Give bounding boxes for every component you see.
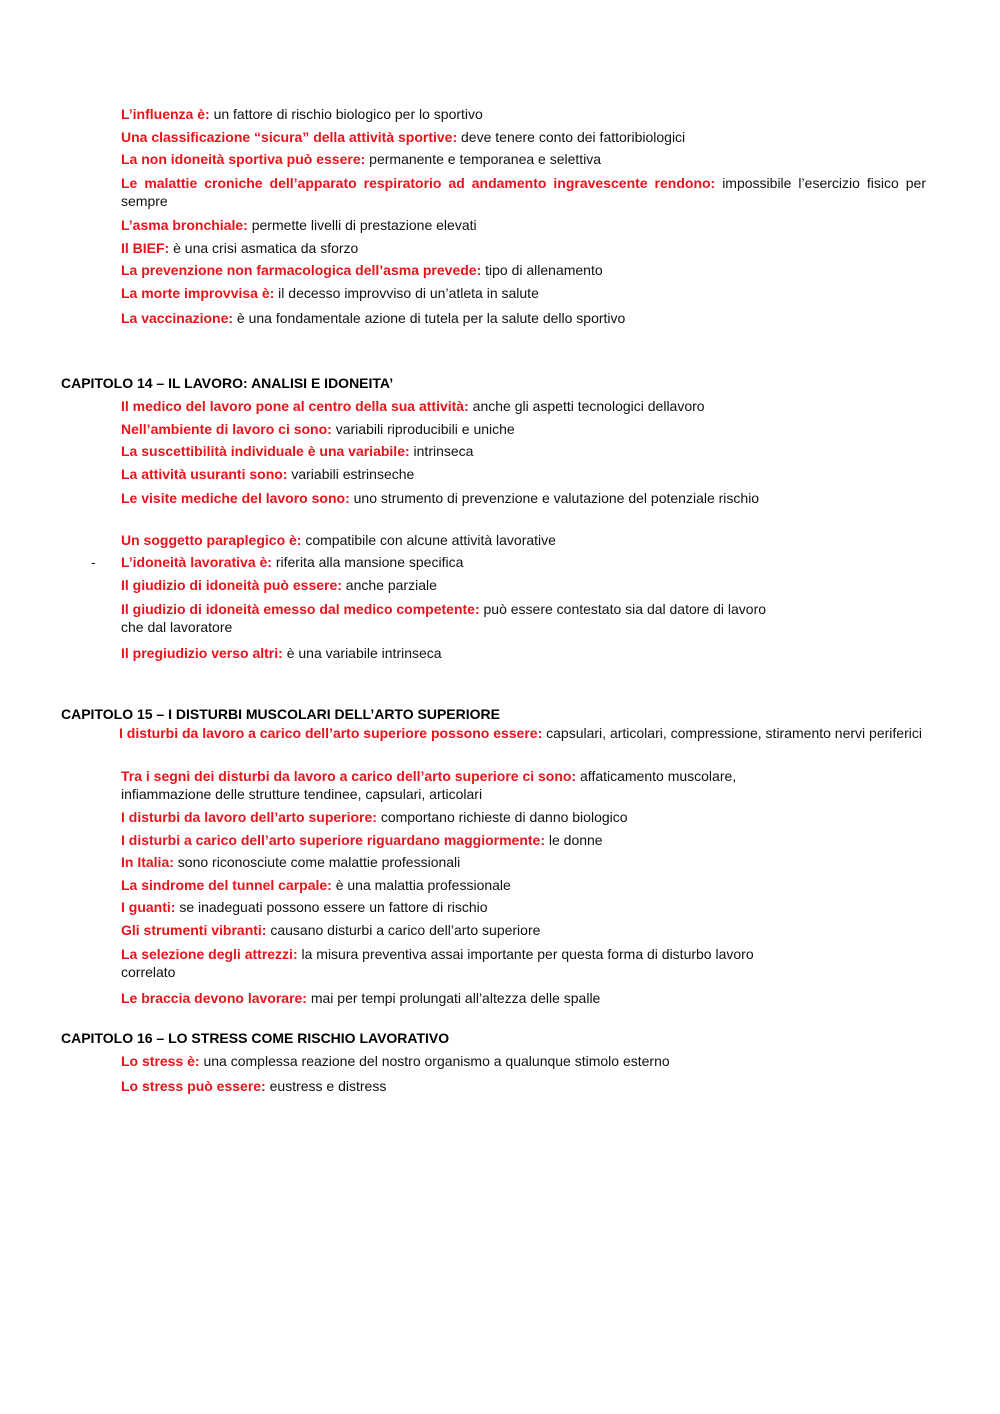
question-text: La non idoneità sportiva può essere: bbox=[121, 151, 366, 167]
answer-text: un fattore di rischio biologico per lo sportivo bbox=[209, 106, 483, 122]
question-text: Gli strumenti vibranti: bbox=[121, 922, 267, 938]
answer-text: tipo di allenamento bbox=[481, 262, 603, 278]
qa-item bbox=[121, 239, 926, 257]
answer-text: compatibile con alcune attività lavorative bbox=[301, 532, 556, 548]
answer-text: una complessa reazione del nostro organismo a qualunque stimolo esterno bbox=[199, 1053, 670, 1069]
question-text: Tra i segni dei disturbi da lavoro a carico dell’arto superiore ci sono: bbox=[121, 768, 577, 784]
answer-text: se inadeguati possono essere un fattore di rischio bbox=[175, 899, 488, 915]
question-text: Il medico del lavoro pone al centro della sua attività: bbox=[121, 398, 469, 414]
answer-text: può essere contestato sia dal datore di lavoro che dal lavoratore bbox=[121, 601, 767, 635]
answer-text: impossibile l’esercizio fisico per sempre bbox=[121, 175, 926, 209]
question-text: Il giudizio di idoneità emesso dal medico competente: bbox=[121, 601, 480, 617]
answer-text: affaticamento muscolare, infiammazione delle strutture tendinee, capsulari, articolari bbox=[121, 768, 737, 802]
qa-item bbox=[121, 945, 769, 981]
answer-text: il decesso improvviso di un’atleta in salute bbox=[274, 285, 539, 301]
answer-text: anche gli aspetti tecnologici dellavoro bbox=[468, 398, 705, 414]
question-text: L’idoneità lavorativa è: bbox=[121, 554, 272, 570]
question-text: I disturbi da lavoro dell’arto superiore: bbox=[121, 809, 377, 825]
chapter-heading: CAPITOLO 14 – IL LAVORO: ANALISI E IDONEITA’ bbox=[61, 375, 394, 391]
qa-item bbox=[121, 531, 926, 549]
list-bullet: - bbox=[91, 554, 96, 570]
question-text: In Italia: bbox=[121, 854, 174, 870]
qa-item bbox=[121, 465, 926, 483]
qa-item bbox=[121, 284, 926, 302]
answer-text: è una variabile intrinseca bbox=[282, 645, 442, 661]
answer-text: capsulari, articolari, compressione, stiramento nervi periferici bbox=[542, 725, 922, 741]
question-text: Nell’ambiente di lavoro ci sono: bbox=[121, 421, 332, 437]
answer-text: permanente e temporanea e selettiva bbox=[365, 151, 602, 167]
qa-item bbox=[121, 1077, 926, 1095]
question-text: Il BIEF: bbox=[121, 240, 170, 256]
question-text: La prevenzione non farmacologica dell’asma prevede: bbox=[121, 262, 482, 278]
question-text: L’influenza è: bbox=[121, 106, 210, 122]
answer-text: le donne bbox=[544, 832, 603, 848]
question-text: I disturbi a carico dell’arto superiore riguardano maggiormente: bbox=[121, 832, 545, 848]
qa-item bbox=[121, 876, 926, 894]
question-text: Le braccia devono lavorare: bbox=[121, 990, 307, 1006]
question-text: Un soggetto paraplegico è: bbox=[121, 532, 302, 548]
qa-item bbox=[121, 989, 926, 1007]
answer-text: comportano richieste di danno biologico bbox=[376, 809, 628, 825]
answer-text: anche parziale bbox=[341, 577, 437, 593]
answer-text: variabili riproducibili e uniche bbox=[331, 421, 515, 437]
chapter-heading: CAPITOLO 15 – I DISTURBI MUSCOLARI DELL’ARTO SUPERIORE bbox=[61, 706, 500, 722]
qa-item bbox=[121, 309, 926, 327]
qa-item bbox=[121, 644, 926, 662]
question-text: La sindrome del tunnel carpale: bbox=[121, 877, 332, 893]
answer-text: intrinseca bbox=[409, 443, 474, 459]
question-text: La attività usuranti sono: bbox=[121, 466, 288, 482]
qa-item bbox=[121, 898, 926, 916]
qa-item bbox=[121, 1052, 926, 1070]
question-text: Le visite mediche del lavoro sono: bbox=[121, 490, 350, 506]
answer-text: uno strumento di prevenzione e valutazione del potenziale rischio bbox=[349, 490, 760, 506]
answer-text: mai per tempi prolungati all’altezza delle spalle bbox=[306, 990, 601, 1006]
qa-item bbox=[121, 600, 776, 636]
qa-item bbox=[121, 921, 926, 939]
question-text: I disturbi da lavoro a carico dell’arto superiore possono essere: bbox=[119, 725, 543, 741]
answer-text: causano disturbi a carico dell’arto superiore bbox=[266, 922, 541, 938]
question-text: La selezione degli attrezzi: bbox=[121, 946, 298, 962]
question-text: I guanti: bbox=[121, 899, 176, 915]
question-text: Le malattie croniche dell’apparato respiratorio ad andamento ingravescente rendono: bbox=[121, 175, 716, 191]
question-text: La vaccinazione: bbox=[121, 310, 234, 326]
qa-item bbox=[121, 261, 926, 279]
answer-text: è una fondamentale azione di tutela per la salute dello sportivo bbox=[233, 310, 626, 326]
answer-text: è una malattia professionale bbox=[331, 877, 511, 893]
question-text: Il pregiudizio verso altri: bbox=[121, 645, 283, 661]
answer-text: la misura preventiva assai importante per questa forma di disturbo lavoro correlato bbox=[121, 946, 754, 980]
question-text: L’asma bronchiale: bbox=[121, 217, 248, 233]
question-text: Una classificazione “sicura” della attività sportive: bbox=[121, 129, 458, 145]
question-text: Lo stress è: bbox=[121, 1053, 200, 1069]
qa-item bbox=[119, 724, 924, 742]
qa-item bbox=[121, 128, 926, 146]
answer-text: è una crisi asmatica da sforzo bbox=[169, 240, 359, 256]
qa-item bbox=[121, 442, 926, 460]
qa-item bbox=[121, 150, 926, 168]
qa-item bbox=[121, 216, 926, 234]
question-text: La suscettibilità individuale è una variabile: bbox=[121, 443, 410, 459]
qa-item bbox=[121, 853, 926, 871]
qa-item bbox=[121, 397, 926, 415]
qa-item bbox=[121, 174, 926, 210]
answer-text: riferita alla mansione specifica bbox=[271, 554, 464, 570]
chapter-heading: CAPITOLO 16 – LO STRESS COME RISCHIO LAVORATIVO bbox=[61, 1030, 450, 1046]
answer-text: variabili estrinseche bbox=[287, 466, 415, 482]
question-text: La morte improvvisa è: bbox=[121, 285, 275, 301]
qa-item bbox=[121, 831, 926, 849]
question-text: Il giudizio di idoneità può essere: bbox=[121, 577, 342, 593]
question-text: Lo stress può essere: bbox=[121, 1078, 266, 1094]
qa-item bbox=[121, 489, 771, 507]
answer-text: eustress e distress bbox=[265, 1078, 387, 1094]
qa-item bbox=[121, 553, 926, 571]
answer-text: permette livelli di prestazione elevati bbox=[247, 217, 477, 233]
answer-text: sono riconosciute come malattie professionali bbox=[173, 854, 461, 870]
qa-item bbox=[121, 576, 926, 594]
qa-item bbox=[121, 767, 781, 803]
qa-item bbox=[121, 105, 926, 123]
qa-item bbox=[121, 420, 926, 438]
qa-item bbox=[121, 808, 926, 826]
answer-text: deve tenere conto dei fattoribiologici bbox=[457, 129, 686, 145]
